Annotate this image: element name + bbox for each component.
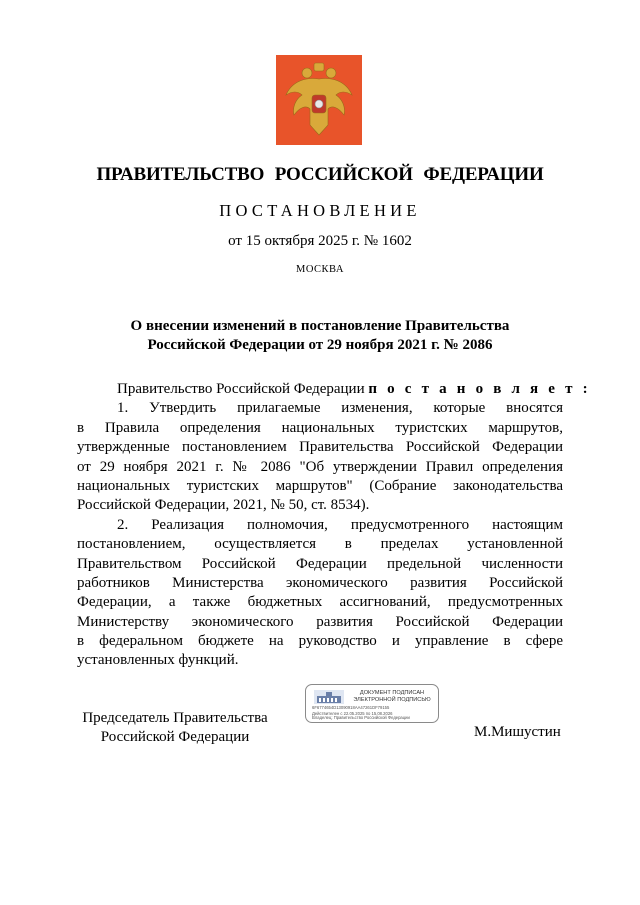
document-type: ПОСТАНОВЛЕНИЕ <box>219 201 421 220</box>
date-number: от 15 октября 2025 г. № 1602 <box>228 233 412 249</box>
document-subject <box>0 317 640 355</box>
signatory-position <box>75 709 275 747</box>
stamp-heading-line: ЭЛЕКТРОННОЙ ПОДПИСЬЮ <box>353 696 431 703</box>
electronic-signature-stamp <box>305 684 439 723</box>
paragraph-line: Министерству экономического развития Российской Федерации <box>77 613 563 630</box>
paragraph-line: утвержденные постановлением Правительства Российской Федерации <box>77 439 563 456</box>
decree-word: п о с т а н о в л я е т : <box>368 381 591 397</box>
paragraph-line: Правительством Российской Федерации предельной численности <box>77 555 563 572</box>
document-body <box>77 380 591 671</box>
certificate-number: 6F6774654D13090918AA47261DF79155 <box>312 705 390 710</box>
paragraph-line: установленных функций. <box>77 652 239 669</box>
paragraph-line: в федеральном бюджете на руководство и управление в сфере <box>77 633 563 650</box>
paragraph-line: национальных туристских маршрутов" (Собрание законодательства <box>77 477 563 494</box>
paragraph-line: 1. Утвердить прилагаемые изменения, которые вносятся <box>117 400 563 417</box>
paragraph-line: от 29 ноября 2021 г. № 2086 "Об утверждении Правил определения <box>77 458 563 475</box>
signatory-name: М.Мишустин <box>474 724 561 740</box>
certificate-owner: Владелец: Правительство Российской Федерации <box>312 715 410 720</box>
city: МОСКВА <box>296 264 344 275</box>
stamp-heading-line: ДОКУМЕНТ ПОДПИСАН <box>359 690 425 696</box>
paragraph-line: 2. Реализация полномочия, предусмотренного настоящим <box>117 516 563 533</box>
paragraph-line: в Правила определения национальных туристских маршрутов, <box>77 419 563 436</box>
subject-line: Российской Федерации от 29 ноября 2021 г. № 2086 <box>147 337 493 353</box>
building-icon <box>314 690 344 704</box>
certificate-validity: Действителен с 22.05.2025 по 15.08.2026 <box>312 711 393 716</box>
position-line: Председатель Правительства <box>82 710 268 726</box>
coat-of-arms-emblem <box>276 55 362 145</box>
paragraph-line: постановлением, осуществляется в пределах установленной <box>77 536 563 553</box>
paragraph-line: Российской Федерации, 2021, № 50, ст. 8534). <box>77 497 370 514</box>
intro-line <box>77 380 591 399</box>
intro-text: Правительство Российской Федерации <box>117 381 365 397</box>
subject-line: О внесении изменений в постановление Правительства <box>130 318 510 334</box>
position-line: Российской Федерации <box>100 729 250 745</box>
paragraph-line: работников Министерства экономического развития Российской <box>77 574 563 591</box>
government-title: ПРАВИТЕЛЬСТВО РОССИЙСКОЙ ФЕДЕРАЦИИ <box>96 164 544 185</box>
stamp-heading <box>352 690 432 703</box>
paragraph-line: Федерации, а также бюджетных ассигнований, предусмотренных <box>77 594 563 611</box>
